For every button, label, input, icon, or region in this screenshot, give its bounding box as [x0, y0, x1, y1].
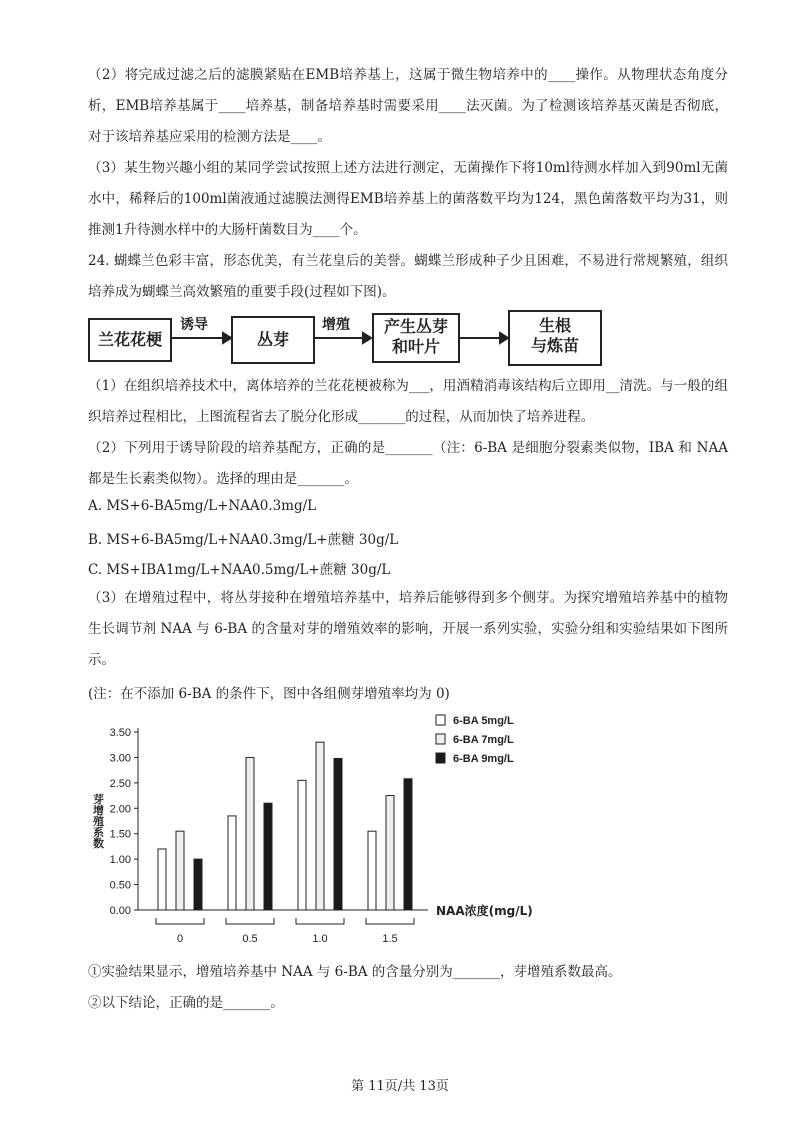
- bar: [298, 780, 306, 910]
- option-c: C. MS+IBA1mg/L+NAA0.5mg/L+蔗糖 30g/L: [88, 562, 391, 578]
- page-footer: 第 11页/共 13页: [351, 1079, 449, 1094]
- x-axis-label: NAA浓度(mg/L): [436, 904, 533, 918]
- y-tick-label: 2.50: [109, 777, 131, 790]
- question-24-part3: （3）在增殖过程中，将丛芽接种在增殖培养基中，培养后能够得到多个侧芽。为探究增殖培养基中的植物生长调节剂 NAA 与 6-BA 的含量对芽的增殖效率的影响，开展一系列实验，实验分组和实验结果如下图所示。: [88, 590, 728, 668]
- bar: [194, 859, 202, 910]
- bar: [368, 831, 376, 910]
- group-bracket: [366, 918, 414, 924]
- flow-box4-line2: 与炼苗: [530, 336, 579, 355]
- flow-box3-line2: 和叶片: [391, 337, 440, 356]
- flow-label-induce: 诱导: [180, 317, 208, 333]
- group-bracket: [226, 918, 274, 924]
- tissue-culture-flow-diagram: [88, 308, 728, 376]
- option-a: A. MS+6-BA5mg/L+NAA0.3mg/L: [88, 498, 317, 514]
- question-24-q2: ②以下结论，正确的是_______。: [88, 995, 284, 1011]
- flow-box-flower-stalk: 兰花花梗: [88, 318, 172, 362]
- bar: [246, 757, 254, 910]
- question-24-part2: （2）下列用于诱导阶段的培养基配方，正确的是_______（注：6-BA 是细胞分裂素类似物，IBA 和 NAA 都是生长素类似物）。选择的理由是_______。: [88, 440, 728, 487]
- x-category-label: 0.5: [242, 933, 258, 945]
- question-24-part1: （1）在组织培养技术中，离体培养的兰花花梗被称为___，用酒精消毒该结构后立即用__清洗。与一般的组织培养过程相比，上图流程省去了脱分化形成_______的过程，从而加快了培养进程。: [88, 378, 728, 425]
- bar: [334, 758, 342, 910]
- bar: [228, 816, 236, 910]
- bar: [404, 779, 412, 910]
- flow-box-cluster-buds: 丛芽: [231, 316, 315, 364]
- y-tick-label: 0.50: [109, 879, 131, 892]
- question-24-intro: 24. 蝴蝶兰色彩丰富，形态优美，有兰花皇后的美誉。蝴蝶兰形成种子少且困难，不易进行常规繁殖，组织培养成为蝴蝶兰高效繁殖的重要手段(过程如下图)。: [88, 253, 728, 300]
- bar: [386, 796, 394, 910]
- x-category-label: 1.5: [382, 933, 398, 945]
- bar: [158, 849, 166, 910]
- bar: [316, 742, 324, 910]
- chart-svg: [86, 705, 586, 950]
- bar: [176, 831, 184, 910]
- x-category-label: 0: [176, 933, 184, 945]
- flow-box-buds-leaves: [372, 313, 460, 363]
- legend-swatch: [436, 753, 445, 763]
- y-tick-label: 1.00: [109, 854, 131, 867]
- flow-box-rooting: [508, 310, 602, 366]
- y-tick-label: 0.00: [109, 905, 131, 917]
- y-tick-label: 3.00: [109, 752, 131, 765]
- question-23-part2: （2）将完成过滤之后的滤膜紧贴在EMB培养基上，这属于微生物培养中的____操作。从物理状态角度分析，EMB培养基属于____培养基，制备培养基时需要采用____法灭菌。为了检测该培养基灭菌是否彻底，对于该培养基应采用的检测方法是____。: [88, 67, 728, 145]
- legend-label: 6-BA 7mg/L: [453, 734, 514, 746]
- y-tick-label: 3.50: [109, 727, 131, 739]
- legend-swatch: [436, 734, 445, 744]
- question-23-part3: （3）某生物兴趣小组的某同学尝试按照上述方法进行测定，无菌操作下将10ml待测水样加入到90ml无菌水中，稀释后的100ml菌液通过滤膜法测得EMB培养基上的菌落数平均为124，黑色菌落数平均为31，则推测1升待测水样中的大肠杆菌数目为____个。: [88, 160, 728, 238]
- y-tick-label: 1.50: [109, 828, 131, 841]
- flow-label-proliferate: 增殖: [322, 317, 350, 333]
- chart-note: (注：在不添加 6-BA 的条件下，图中各组侧芽增殖率均为 0): [88, 686, 450, 702]
- bud-proliferation-chart: [86, 705, 586, 950]
- legend-swatch: [436, 715, 445, 725]
- y-axis-label: 芽增殖系数: [91, 793, 105, 849]
- x-category-label: 1.0: [312, 933, 328, 945]
- option-b: B. MS+6-BA5mg/L+NAA0.3mg/L+蔗糖 30g/L: [88, 532, 399, 548]
- group-bracket: [156, 918, 204, 924]
- group-bracket: [296, 918, 344, 924]
- legend-label: 6-BA 9mg/L: [453, 753, 514, 765]
- legend-label: 6-BA 5mg/L: [453, 715, 514, 727]
- question-24-q1: ①实验结果显示，增殖培养基中 NAA 与 6-BA 的含量分别为_______，芽增殖系数最高。: [88, 964, 622, 980]
- y-tick-label: 2.00: [109, 803, 131, 816]
- flow-box4-line1: 生根: [538, 316, 571, 335]
- bar: [264, 803, 272, 910]
- flow-box3-line1: 产生丛芽: [383, 317, 448, 336]
